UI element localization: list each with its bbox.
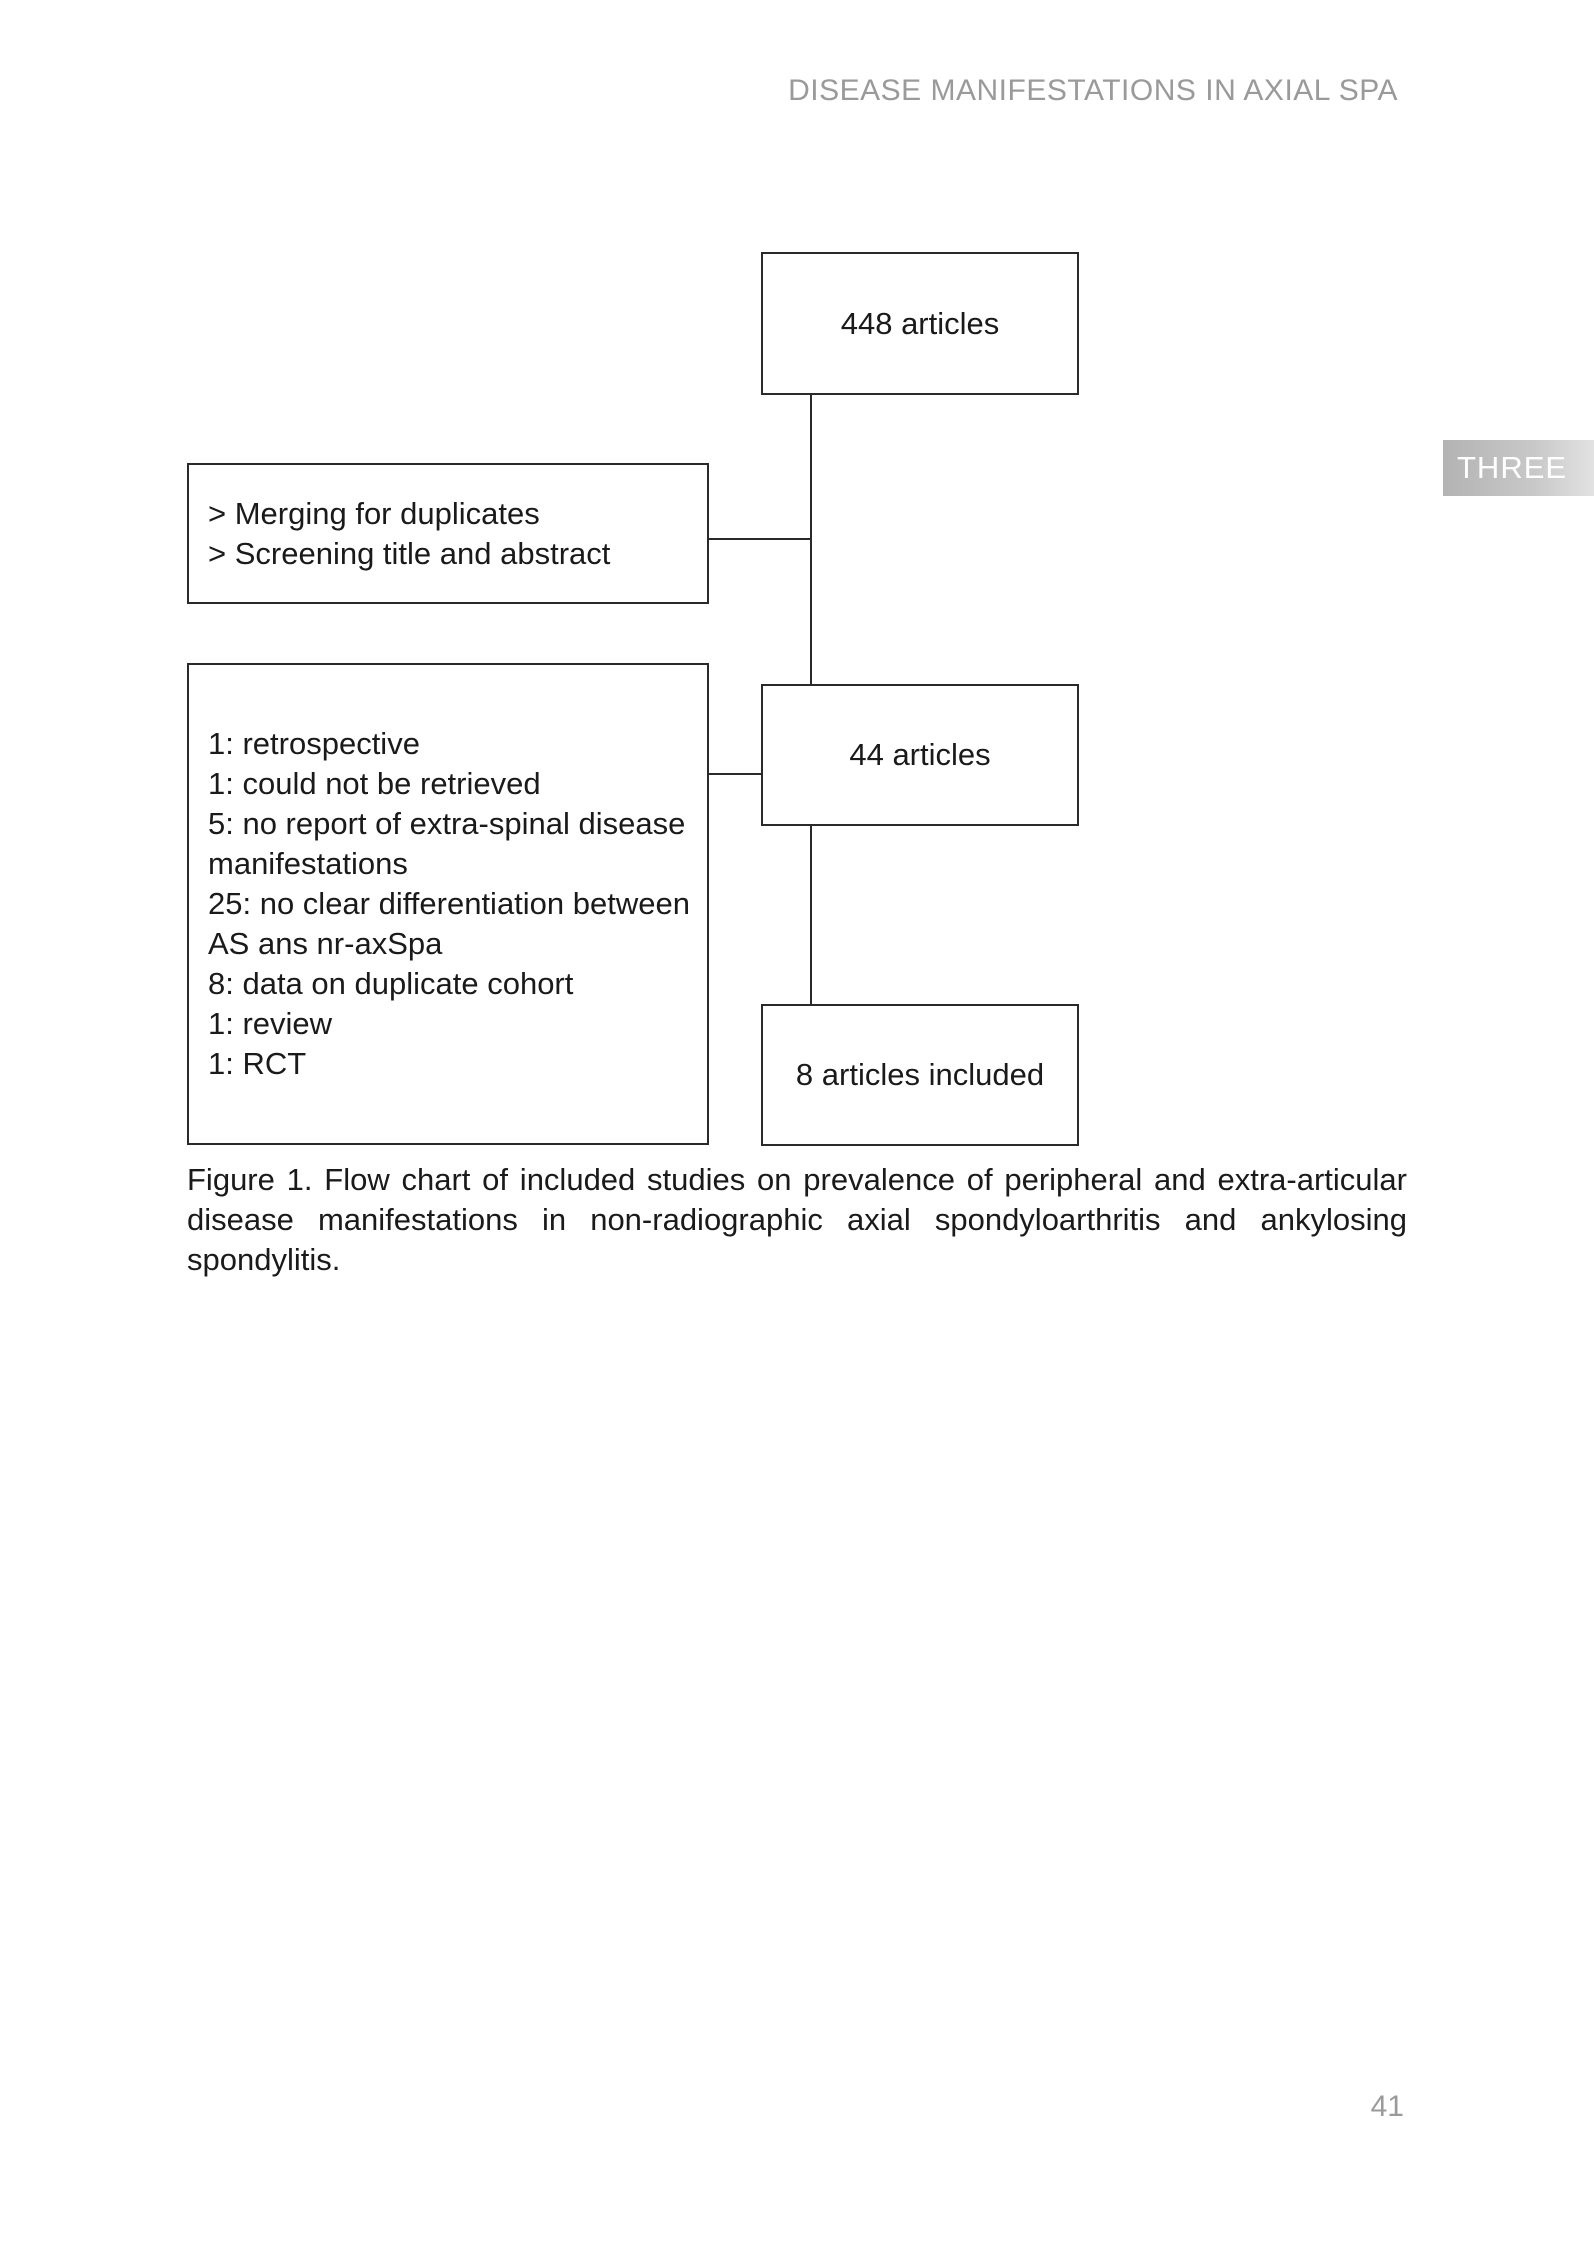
- exclusion-2-line: 1: could not be retrieved: [208, 766, 541, 801]
- exclusion-2-line: 1: RCT: [208, 1046, 307, 1081]
- connector-horizontal-screening: [709, 538, 812, 540]
- exclusion-1-line: > Screening title and abstract: [208, 535, 611, 571]
- flow-box-included-label: 8 articles included: [795, 1057, 1045, 1092]
- chapter-tab: THREE: [1443, 440, 1594, 496]
- exclusion-box-screening: [187, 463, 709, 604]
- exclusion-2-line: manifestations: [208, 846, 408, 881]
- exclusion-2-line: AS ans nr-axSpa: [208, 926, 443, 961]
- connector-vertical-bottom: [810, 826, 812, 1004]
- flow-box-initial-label: 448 articles: [840, 305, 1000, 341]
- exclusion-1-line: > Merging for duplicates: [208, 495, 540, 531]
- flow-box-included-articles: [761, 1004, 1079, 1146]
- flow-box-initial-articles: [761, 252, 1079, 395]
- exclusion-2-line: 1: retrospective: [208, 726, 420, 761]
- exclusion-2-line: 25: no clear differentiation between: [208, 886, 690, 921]
- exclusion-2-line: 5: no report of extra-spinal disease: [208, 806, 686, 841]
- flow-box-screened-articles: [761, 684, 1079, 826]
- flow-box-screened-label: 44 articles: [849, 737, 991, 772]
- exclusion-2-line: 8: data on duplicate cohort: [208, 966, 574, 1001]
- exclusion-box-reasons: [187, 663, 709, 1145]
- connector-horizontal-reasons: [709, 773, 761, 775]
- figure-caption: Figure 1. Flow chart of included studies on prevalence of peripheral and extra-articular disease manifestations in non-radiographic axial spondyloarthritis and ankylosing spondylitis.: [187, 1162, 1407, 1277]
- running-header: DISEASE MANIFESTATIONS IN AXIAL SPA: [788, 74, 1398, 107]
- exclusion-2-line: 1: review: [208, 1006, 333, 1041]
- page-number: 41: [1370, 2090, 1404, 2123]
